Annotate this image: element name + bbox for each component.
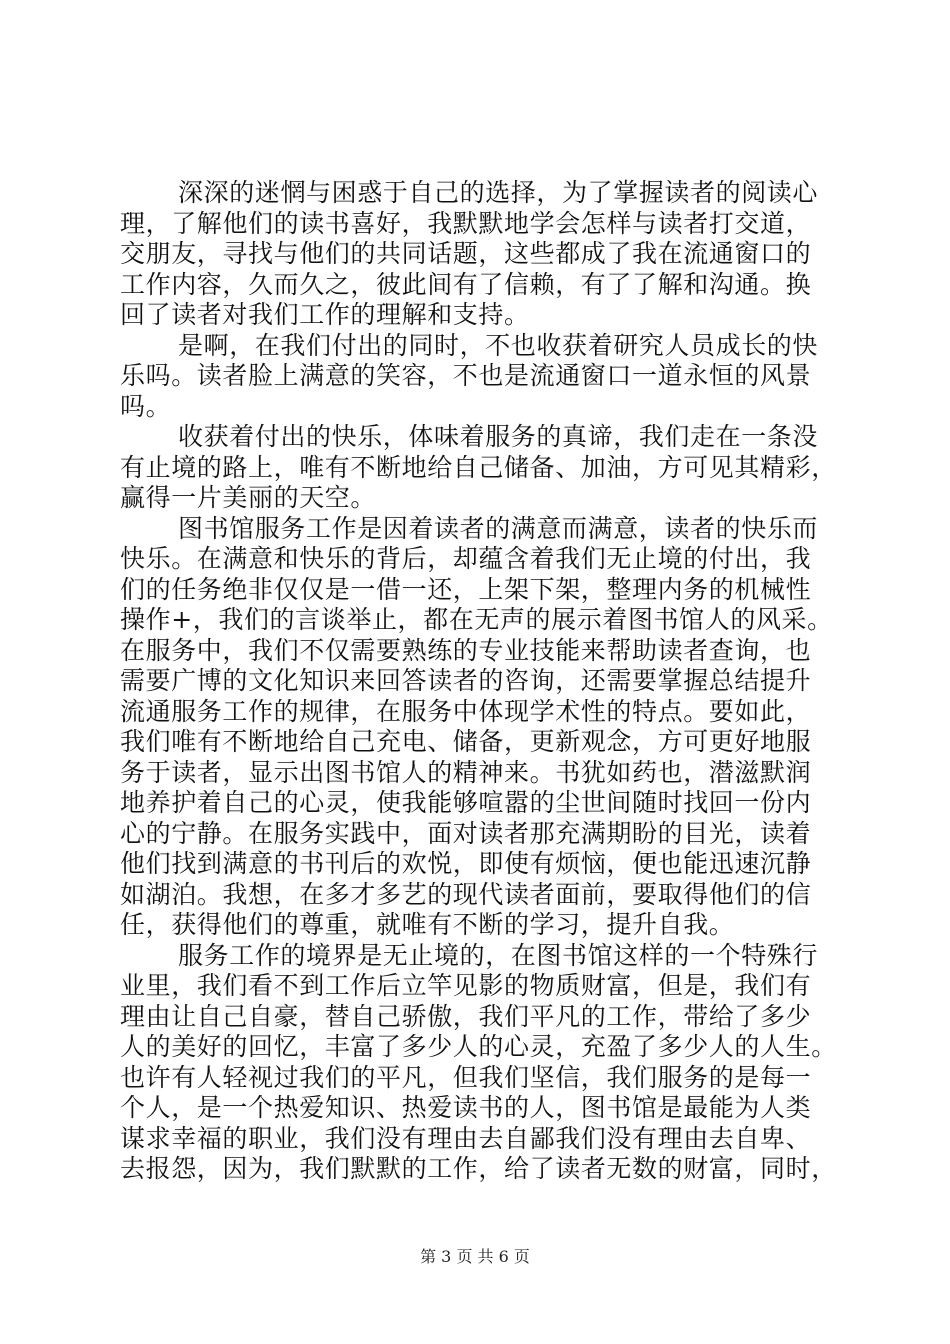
text-line: 我们唯有不断地给自己充电、储备，更新观念，方可更好地服 xyxy=(120,727,812,756)
text-line: 任，获得他们的尊重，就唯有不断的学习，提升自我。 xyxy=(120,910,735,939)
body-text xyxy=(120,178,850,1185)
text-line: 回了读者对我们工作的理解和支持。 xyxy=(120,300,530,329)
text-line: 操作+，我们的言谈举止，都在无声的展示着图书馆人的风采。 xyxy=(120,605,833,634)
text-line: 在服务中，我们不仅需要熟练的专业技能来帮助读者查询，也 xyxy=(120,635,812,665)
text-line: 们的任务绝非仅仅是一借一还，上架下架，整理内务的机械性 xyxy=(120,574,812,604)
text-line: 个人，是一个热爱知识、热爱读书的人，图书馆是最能为人类 xyxy=(120,1093,812,1122)
text-line: 图书馆服务工作是因着读者的满意而满意，读者的快乐而 xyxy=(178,513,819,543)
text-line: 务于读者，显示出图书馆人的精神来。书犹如药也，潜滋默润 xyxy=(120,757,812,787)
text-line: 是啊，在我们付出的同时，不也收获着研究人员成长的快 xyxy=(178,330,819,360)
text-line: 心的宁静。在服务实践中，面对读者那充满期盼的目光，读着 xyxy=(120,818,812,848)
text-line: 工作内容，久而久之，彼此间有了信赖，有了了解和沟通。换 xyxy=(120,269,812,299)
text-line: 赢得一片美丽的天空。 xyxy=(120,483,377,512)
text-line: 深深的迷惘与困惑于自己的选择，为了掌握读者的阅读心 xyxy=(178,178,819,207)
text-line: 如湖泊。我想，在多才多艺的现代读者面前，要取得他们的信 xyxy=(120,879,812,909)
text-line: 需要广博的文化知识来回答读者的咨询，还需要掌握总结提升 xyxy=(120,666,812,695)
text-line: 理，了解他们的读书喜好，我默默地学会怎样与读者打交道， xyxy=(120,208,812,238)
text-line: 理由让自己自豪，替自己骄傲，我们平凡的工作，带给了多少 xyxy=(120,1001,812,1031)
text-line: 有止境的路上，唯有不断地给自己储备、加油，方可见其精彩， xyxy=(120,452,837,482)
text-line: 服务工作的境界是无止境的，在图书馆这样的一个特殊行 xyxy=(178,940,819,970)
text-line: 流通服务工作的规律，在服务中体现学术性的特点。要如此， xyxy=(120,696,812,726)
text-line: 去报怨，因为，我们默默的工作，给了读者无数的财富，同时， xyxy=(120,1154,837,1183)
text-line: 吗。 xyxy=(120,391,172,421)
page-footer: 第 3 页 共 6 页 xyxy=(420,1247,530,1266)
text-line: 业里，我们看不到工作后立竿见影的物质财富，但是，我们有 xyxy=(120,971,812,1000)
text-line: 他们找到满意的书刊后的欢悦，即使有烦恼，便也能迅速沉静 xyxy=(120,849,812,878)
text-line: 交朋友，寻找与他们的共同话题，这些都成了我在流通窗口的 xyxy=(120,239,812,268)
text-line: 人的美好的回忆，丰富了多少人的心灵，充盈了多少人的人生。 xyxy=(120,1032,837,1061)
text-line: 地养护着自己的心灵，使我能够喧嚣的尘世间随时找回一份内 xyxy=(120,788,812,817)
text-line: 乐吗。读者脸上满意的笑容，不也是流通窗口一道永恒的风景 xyxy=(120,361,812,390)
text-line: 快乐。在满意和快乐的背后，却蕴含着我们无止境的付出，我 xyxy=(120,544,812,573)
text-line: 收获着付出的快乐，体味着服务的真谛，我们走在一条没 xyxy=(178,422,819,451)
text-line: 谋求幸福的职业，我们没有理由去自鄙我们没有理由去自卑、 xyxy=(120,1123,812,1153)
text-line: 也许有人轻视过我们的平凡，但我们坚信，我们服务的是每一 xyxy=(120,1062,812,1092)
